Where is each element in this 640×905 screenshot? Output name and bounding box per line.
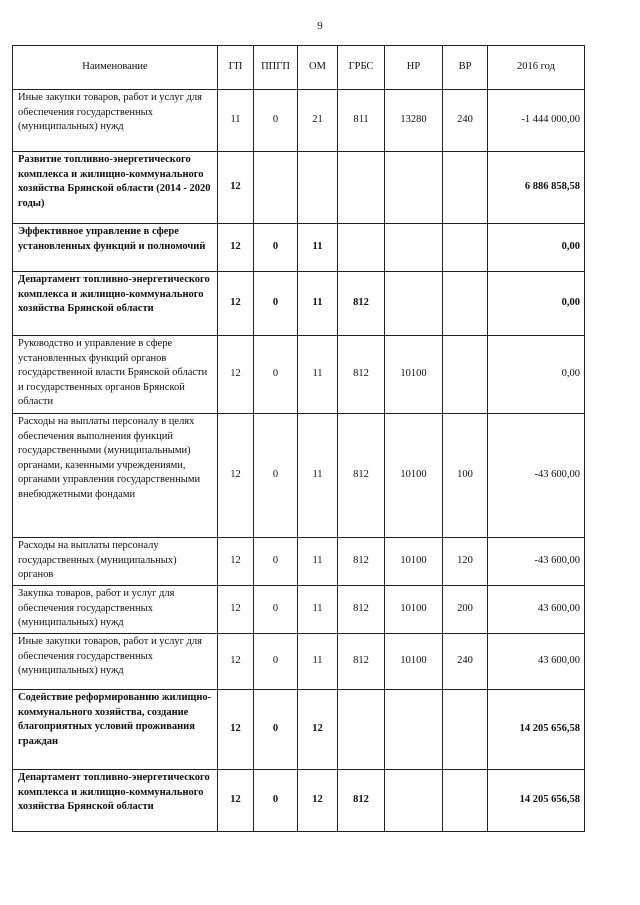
row-ppgp: 0 bbox=[254, 272, 298, 336]
header-name: Наименование bbox=[13, 46, 218, 90]
row-om: 12 bbox=[298, 770, 338, 832]
row-om bbox=[298, 152, 338, 224]
row-gp: 12 bbox=[218, 634, 254, 690]
row-ppgp: 0 bbox=[254, 690, 298, 770]
row-grbs bbox=[338, 152, 385, 224]
row-vr bbox=[443, 272, 488, 336]
header-om: ОМ bbox=[298, 46, 338, 90]
header-grbs: ГРБС bbox=[338, 46, 385, 90]
row-vr bbox=[443, 336, 488, 414]
row-grbs: 811 bbox=[338, 90, 385, 152]
table-row bbox=[13, 272, 585, 336]
row-ppgp: 0 bbox=[254, 538, 298, 586]
row-amount: -43 600,00 bbox=[488, 538, 585, 586]
page-number: 9 bbox=[317, 20, 323, 32]
row-name: Развитие топливно-энергетического комплекса и жилищно-коммунального хозяйства Брянской области (2014 - 2020 годы) bbox=[13, 152, 218, 224]
row-name: Иные закупки товаров, работ и услуг для обеспечения государственных (муниципальных) нужд bbox=[13, 634, 218, 690]
table-row bbox=[13, 90, 585, 152]
row-nr bbox=[385, 224, 443, 272]
row-ppgp: 0 bbox=[254, 90, 298, 152]
row-vr bbox=[443, 224, 488, 272]
row-nr: 10100 bbox=[385, 634, 443, 690]
row-vr: 120 bbox=[443, 538, 488, 586]
row-vr bbox=[443, 770, 488, 832]
row-nr bbox=[385, 690, 443, 770]
table-row bbox=[13, 414, 585, 538]
row-om: 11 bbox=[298, 414, 338, 538]
row-vr: 240 bbox=[443, 90, 488, 152]
row-name: Департамент топливно-энергетического комплекса и жилищно-коммунального хозяйства Брянской области bbox=[13, 770, 218, 832]
row-nr: 10100 bbox=[385, 336, 443, 414]
row-vr: 200 bbox=[443, 586, 488, 634]
row-amount: -1 444 000,00 bbox=[488, 90, 585, 152]
row-amount: 14 205 656,58 bbox=[488, 770, 585, 832]
row-vr bbox=[443, 690, 488, 770]
row-gp: 12 bbox=[218, 538, 254, 586]
row-gp: 12 bbox=[218, 690, 254, 770]
row-gp: 12 bbox=[218, 152, 254, 224]
header-nr: НР bbox=[385, 46, 443, 90]
row-om: 11 bbox=[298, 586, 338, 634]
row-grbs: 812 bbox=[338, 634, 385, 690]
row-vr: 240 bbox=[443, 634, 488, 690]
row-amount: 6 886 858,58 bbox=[488, 152, 585, 224]
row-om: 11 bbox=[298, 634, 338, 690]
row-name: Руководство и управление в сфере установленных функций органов государственной власти Брянской области и государственных органов Брянской области bbox=[13, 336, 218, 414]
row-grbs: 812 bbox=[338, 336, 385, 414]
row-grbs: 812 bbox=[338, 538, 385, 586]
row-name: Расходы на выплаты персоналу в целях обеспечения выполнения функций государственными (муниципальными) органами, казенными учреждениями, органами управления государственными внебюджетными фондами bbox=[13, 414, 218, 538]
row-nr: 13280 bbox=[385, 90, 443, 152]
row-gp: 12 bbox=[218, 224, 254, 272]
row-om: 11 bbox=[298, 272, 338, 336]
row-gp: 11 bbox=[218, 90, 254, 152]
row-gp: 12 bbox=[218, 586, 254, 634]
row-ppgp: 0 bbox=[254, 586, 298, 634]
row-om: 11 bbox=[298, 538, 338, 586]
table-row bbox=[13, 770, 585, 832]
row-ppgp: 0 bbox=[254, 634, 298, 690]
row-name: Содействие реформированию жилищно-коммунального хозяйства, создание благоприятных условий проживания граждан bbox=[13, 690, 218, 770]
row-name: Расходы на выплаты персоналу государственных (муниципальных) органов bbox=[13, 538, 218, 586]
row-grbs: 812 bbox=[338, 414, 385, 538]
row-grbs bbox=[338, 690, 385, 770]
row-amount: 0,00 bbox=[488, 336, 585, 414]
row-om: 11 bbox=[298, 224, 338, 272]
row-amount: -43 600,00 bbox=[488, 414, 585, 538]
row-nr bbox=[385, 152, 443, 224]
row-amount: 43 600,00 bbox=[488, 634, 585, 690]
row-amount: 0,00 bbox=[488, 224, 585, 272]
table-row bbox=[13, 152, 585, 224]
row-vr: 100 bbox=[443, 414, 488, 538]
row-amount: 43 600,00 bbox=[488, 586, 585, 634]
header-ppgp: ППГП bbox=[254, 46, 298, 90]
row-om: 21 bbox=[298, 90, 338, 152]
table-header-row bbox=[13, 46, 585, 90]
row-nr: 10100 bbox=[385, 586, 443, 634]
row-grbs bbox=[338, 224, 385, 272]
row-ppgp: 0 bbox=[254, 414, 298, 538]
table-row bbox=[13, 690, 585, 770]
row-ppgp bbox=[254, 152, 298, 224]
table-row bbox=[13, 224, 585, 272]
row-name: Иные закупки товаров, работ и услуг для обеспечения государственных (муниципальных) нужд bbox=[13, 90, 218, 152]
row-gp: 12 bbox=[218, 770, 254, 832]
row-grbs: 812 bbox=[338, 272, 385, 336]
header-gp: ГП bbox=[218, 46, 254, 90]
row-name: Эффективное управление в сфере установленных функций и полномочий bbox=[13, 224, 218, 272]
row-amount: 14 205 656,58 bbox=[488, 690, 585, 770]
row-name: Департамент топливно-энергетического комплекса и жилищно-коммунального хозяйства Брянской области bbox=[13, 272, 218, 336]
budget-table bbox=[12, 45, 585, 832]
row-nr bbox=[385, 770, 443, 832]
row-grbs: 812 bbox=[338, 770, 385, 832]
row-om: 11 bbox=[298, 336, 338, 414]
row-om: 12 bbox=[298, 690, 338, 770]
row-amount: 0,00 bbox=[488, 272, 585, 336]
row-vr bbox=[443, 152, 488, 224]
row-gp: 12 bbox=[218, 272, 254, 336]
row-nr: 10100 bbox=[385, 414, 443, 538]
row-grbs: 812 bbox=[338, 586, 385, 634]
table-row bbox=[13, 586, 585, 634]
row-gp: 12 bbox=[218, 414, 254, 538]
row-ppgp: 0 bbox=[254, 770, 298, 832]
row-ppgp: 0 bbox=[254, 224, 298, 272]
row-ppgp: 0 bbox=[254, 336, 298, 414]
row-nr: 10100 bbox=[385, 538, 443, 586]
row-nr bbox=[385, 272, 443, 336]
header-vr: ВР bbox=[443, 46, 488, 90]
row-name: Закупка товаров, работ и услуг для обеспечения государственных (муниципальных) нужд bbox=[13, 586, 218, 634]
table-row bbox=[13, 634, 585, 690]
table-row bbox=[13, 538, 585, 586]
row-gp: 12 bbox=[218, 336, 254, 414]
header-year: 2016 год bbox=[488, 46, 585, 90]
table-row bbox=[13, 336, 585, 414]
